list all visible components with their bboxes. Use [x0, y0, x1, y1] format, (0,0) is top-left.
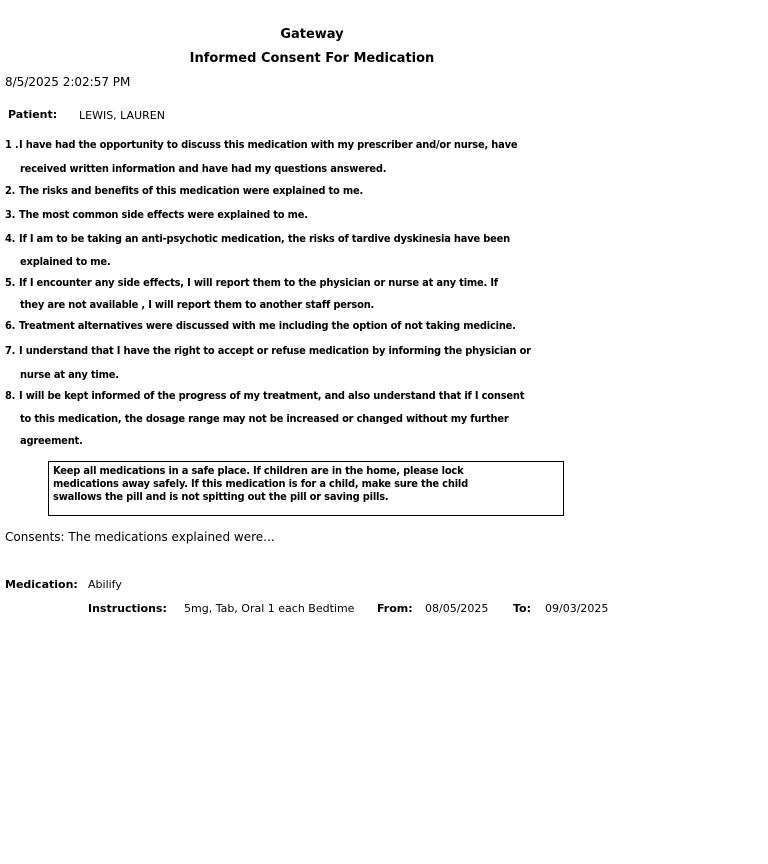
consent-statement-7: [5, 344, 531, 357]
statement-number: 4.: [5, 232, 16, 245]
statement-text-continued: explained to me.: [20, 255, 111, 268]
consent-statement-8: [5, 389, 524, 402]
patient-label: Patient:: [8, 108, 58, 121]
statement-text-continued: nurse at any time.: [20, 368, 119, 381]
statement-text-continued: they are not available , I will report them to another staff person.: [20, 298, 375, 311]
form-title: Informed Consent For Medication: [189, 51, 435, 66]
print-timestamp: 8/5/2025 2:02:57 PM: [5, 75, 131, 89]
statement-text-continued: received written information and have had my questions answered.: [20, 162, 387, 175]
medication-name: Abilify: [88, 578, 122, 591]
consent-statement-6: [5, 319, 516, 332]
statement-text: If I encounter any side effects, I will report them to the physician or nurse at any time. If: [19, 276, 498, 289]
statement-text-continued: to this medication, the dosage range may not be increased or changed without my further: [20, 412, 509, 425]
consent-statement-2: [5, 184, 363, 197]
statement-number: 2.: [5, 184, 16, 197]
organization-name: Gateway: [280, 27, 344, 42]
medication-label: Medication:: [5, 578, 78, 591]
to-date: 09/03/2025: [545, 602, 609, 615]
safety-notice-line: Keep all medications in a safe place. If children are in the home, please lock: [53, 464, 464, 477]
from-date: 08/05/2025: [425, 602, 489, 615]
statement-number: 1 .: [5, 138, 19, 151]
consent-statement-4: [5, 232, 510, 245]
from-date-label: From:: [377, 602, 413, 615]
consents-intro: Consents: The medications explained were...: [5, 530, 275, 544]
safety-notice-line: swallows the pill and is not spitting out the pill or saving pills.: [53, 490, 389, 503]
statement-number: 7.: [5, 344, 16, 357]
statement-text: I will be kept informed of the progress of my treatment, and also understand that if I consent: [19, 389, 525, 402]
statement-number: 6.: [5, 319, 16, 332]
patient-name: LEWIS, LAUREN: [79, 109, 165, 122]
instructions-label: Instructions:: [88, 602, 167, 615]
statement-text: The risks and benefits of this medication were explained to me.: [19, 184, 364, 197]
to-date-label: To:: [513, 602, 531, 615]
safety-notice-box: [48, 461, 564, 516]
safety-notice-line: medications away safely. If this medication is for a child, make sure the child: [53, 477, 468, 490]
consent-statement-1: [5, 138, 517, 151]
statement-number: 3.: [5, 208, 16, 221]
instructions-value: 5mg, Tab, Oral 1 each Bedtime: [184, 602, 355, 615]
statement-text: If I am to be taking an anti-psychotic medication, the risks of tardive dyskinesia have been: [19, 232, 511, 245]
statement-text-continued: agreement.: [20, 434, 83, 447]
consent-statement-5: [5, 276, 498, 289]
statement-number: 5.: [5, 276, 16, 289]
statement-number: 8.: [5, 389, 16, 402]
statement-text: I understand that I have the right to accept or refuse medication by informing the physician or: [19, 344, 531, 357]
statement-text: I have had the opportunity to discuss this medication with my prescriber and/or nurse, have: [19, 138, 518, 151]
statement-text: The most common side effects were explained to me.: [19, 208, 308, 221]
consent-statement-3: [5, 208, 308, 221]
statement-text: Treatment alternatives were discussed with me including the option of not taking medicine.: [19, 319, 516, 332]
